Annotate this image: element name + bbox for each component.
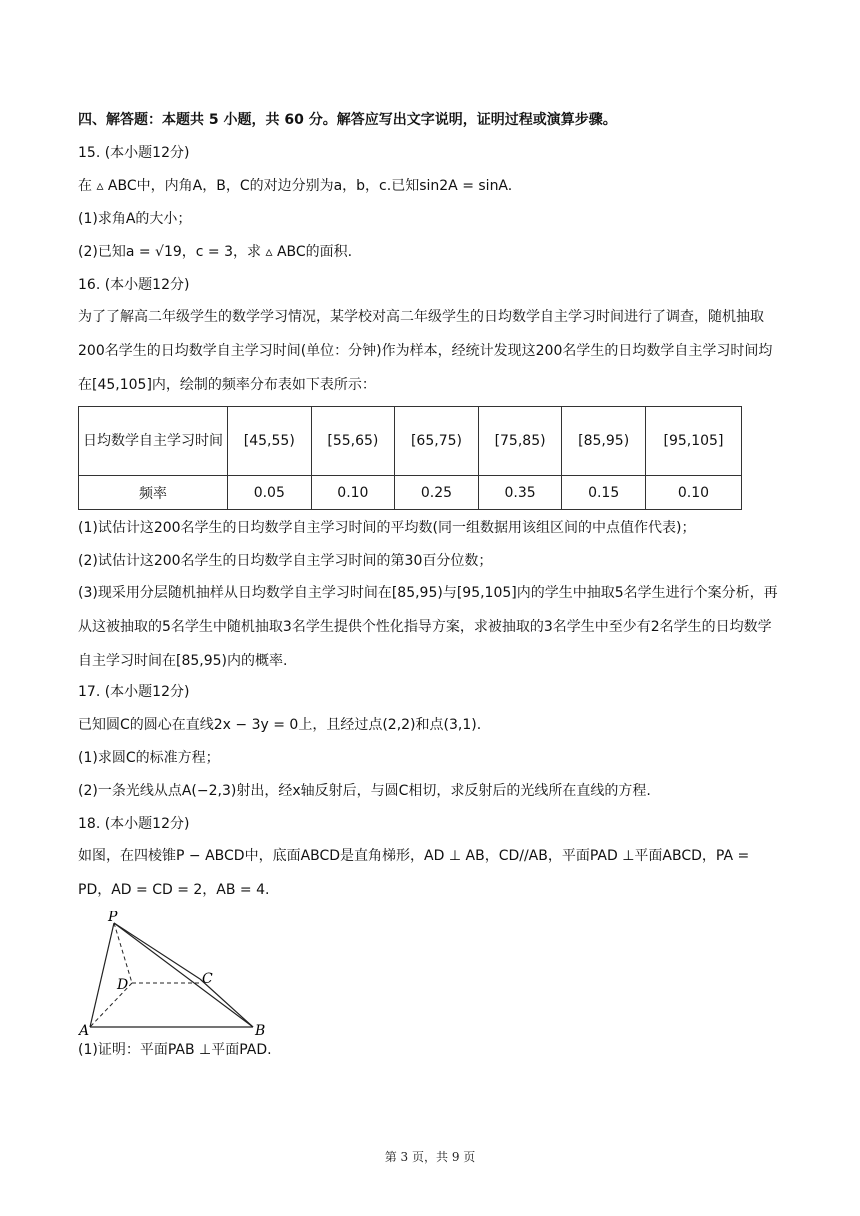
q15-stem: 在 ▵ ABC中，内角A，B，C的对边分别为a，b，c.已知sin2A = sinA. — [78, 178, 513, 194]
table-interval: [85,95) — [562, 407, 646, 476]
table-interval: [65,75) — [395, 407, 479, 476]
section-heading: 四、解答题：本题共 5 小题，共 60 分。解答应写出文字说明，证明过程或演算步骤。 — [78, 112, 617, 128]
q17-part1: (1)求圆C的标准方程； — [78, 750, 220, 766]
table-interval: [95,105] — [645, 407, 741, 476]
table-interval: [75,85) — [478, 407, 562, 476]
q16-title: 16. (本小题12分) — [78, 277, 190, 293]
q15-part1: (1)求角A的大小； — [78, 211, 192, 227]
table-freq-value: 0.10 — [311, 476, 395, 510]
q16-part1: (1)试估计这200名学生的日均数学自主学习时间的平均数(同一组数据用该组区间的中点值作代表)； — [78, 520, 696, 536]
table-freq-value: 0.25 — [395, 476, 479, 510]
q15-title: 15. (本小题12分) — [78, 145, 190, 161]
q16-part3: (3)现采用分层随机抽样从日均数学自主学习时间在[85,95)与[95,105]内的学生中抽取5名学生进行个案分析，再从这被抽取的5名学生中随机抽取3名学生提供个性化指导方案，求被抽取的3名学生中至少有2名学生的日均数学自主学习时间在[85,95)内的概率. — [78, 585, 778, 669]
table-freq-value: 0.15 — [562, 476, 646, 510]
label-b: B — [255, 1023, 266, 1036]
q18-part1: (1)证明：平面PAB ⊥平面PAD. — [78, 1042, 272, 1058]
pyramid-diagram — [78, 911, 278, 1036]
table-freq-value: 0.10 — [645, 476, 741, 510]
table-freq-value: 0.05 — [228, 476, 312, 510]
label-d: D — [117, 977, 129, 993]
table-interval: [45,55) — [228, 407, 312, 476]
q17-title: 17. (本小题12分) — [78, 684, 190, 700]
page-footer: 第 3 页，共 9 页 — [384, 1150, 476, 1164]
table-freq-header: 频率 — [79, 476, 228, 510]
table-row-header: 日均数学自主学习时间 — [79, 407, 228, 476]
document-page — [78, 110, 782, 1073]
q16-stem: 为了了解高二年级学生的数学学习情况，某学校对高二年级学生的日均数学自主学习时间进行了调查，随机抽取200名学生的日均数学自主学习时间(单位：分钟)作为样本，经统计发现这200名学生的日均数学自主学习时间均在[45,105]内，绘制的频率分布表如下表所示： — [78, 309, 773, 393]
q17-stem: 已知圆C的圆心在直线2x − 3y = 0上，且经过点(2,2)和点(3,1). — [78, 717, 482, 733]
pyramid-figure — [78, 911, 782, 1036]
frequency-table — [78, 406, 742, 510]
q15-part2: (2)已知a = √19，c = 3，求 ▵ ABC的面积. — [78, 244, 353, 260]
q18-title: 18. (本小题12分) — [78, 816, 190, 832]
q16-part2: (2)试估计这200名学生的日均数学自主学习时间的第30百分位数； — [78, 553, 493, 569]
table-interval: [55,65) — [311, 407, 395, 476]
q18-stem: 如图，在四棱锥P − ABCD中，底面ABCD是直角梯形，AD ⊥ AB，CD//AB，平面PAD ⊥平面ABCD，PA = PD，AD = CD = 2，AB = 4. — [78, 848, 750, 898]
q17-part2: (2)一条光线从点A(−2,3)射出，经x轴反射后，与圆C相切，求反射后的光线所在直线的方程. — [78, 783, 651, 799]
label-a: A — [79, 1023, 90, 1036]
label-p: P — [108, 911, 118, 925]
table-freq-value: 0.35 — [478, 476, 562, 510]
label-c: C — [202, 971, 213, 987]
